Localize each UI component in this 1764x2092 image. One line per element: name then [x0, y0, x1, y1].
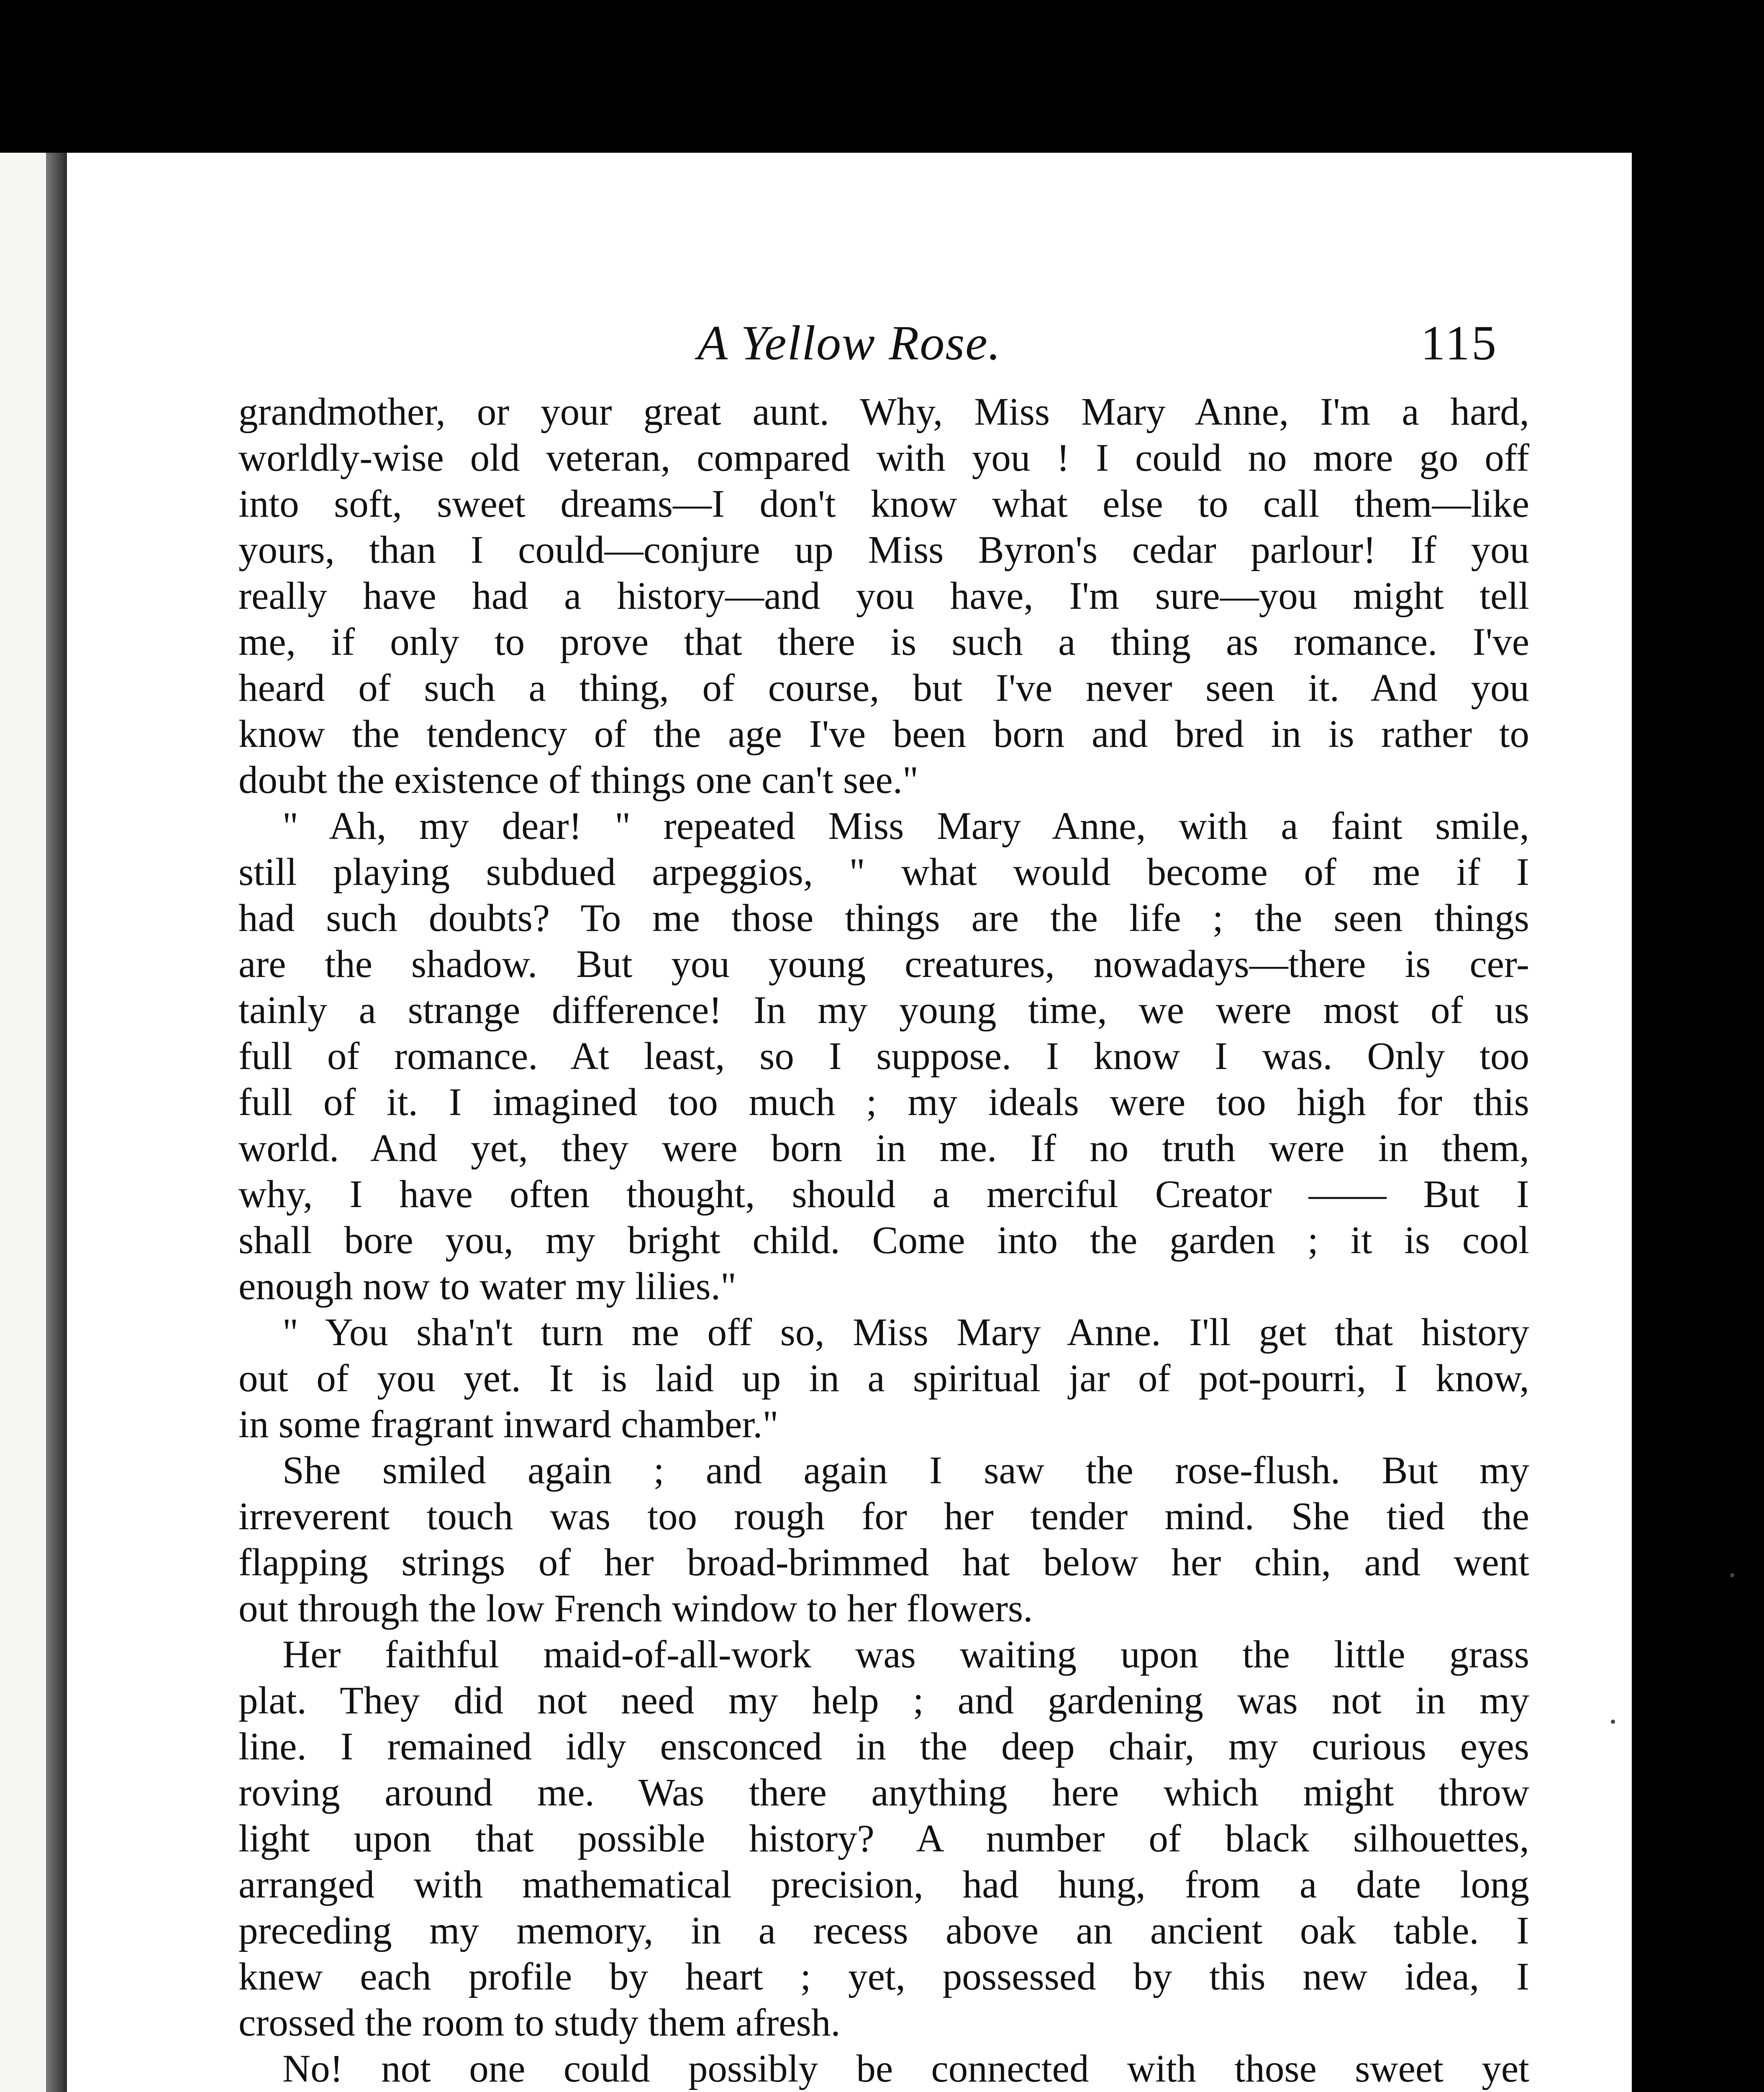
text-line: She smiled again ; and again I saw the rose-flush. But my [282, 1449, 1529, 1492]
text-line: shall bore you, my bright child. Come into the garden ; it is cool [238, 1219, 1529, 1262]
running-title: A Yellow Rose. [697, 315, 1002, 370]
text-line: yours, than I could—conjure up Miss Byron's cedar parlour! If you [238, 528, 1529, 572]
running-head [67, 310, 1632, 377]
text-line: are the shadow. But you young creatures, nowadays—there is cer- [238, 943, 1529, 986]
text-line: in some fragrant inward chamber." [238, 1403, 779, 1446]
text-line: " Ah, my dear! " repeated Miss Mary Anne, with a faint smile, [282, 805, 1529, 848]
text-line: enough now to water my lilies." [238, 1265, 736, 1308]
text-line: full of romance. At least, so I suppose. I know I was. Only too [238, 1035, 1529, 1078]
text-line: crossed the room to study them afresh. [238, 2001, 841, 2044]
text-line: doubt the existence of things one can't see." [238, 759, 918, 802]
text-line: why, I have often thought, should a merciful Creator —— But I [238, 1173, 1529, 1216]
text-line: " You sha'n't turn me off so, Miss Mary Anne. I'll get that history [282, 1311, 1529, 1354]
text-line: out of you yet. It is laid up in a spiritual jar of pot-pourri, I know, [238, 1357, 1529, 1400]
text-line: knew each profile by heart ; yet, possessed by this new idea, I [238, 1955, 1529, 1998]
text-line: Her faithful maid-of-all-work was waiting upon the little grass [282, 1633, 1529, 1676]
text-line: world. And yet, they were born in me. If no truth were in them, [238, 1127, 1529, 1170]
text-line: really have had a history—and you have, I'm sure—you might tell [238, 574, 1529, 618]
text-line: tainly a strange difference! In my young time, we were most of us [238, 989, 1529, 1032]
text-line: plat. They did not need my help ; and gardening was not in my [238, 1679, 1529, 1722]
text-line: heard of such a thing, of course, but I've never seen it. And you [238, 667, 1529, 710]
text-line: roving around me. Was there anything here which might throw [238, 1771, 1529, 1814]
text-line: still playing subdued arpeggios, " what would become of me if I [238, 851, 1529, 894]
text-line: light upon that possible history? A number of black silhouettes, [238, 1817, 1529, 1860]
text-line: full of it. I imagined too much ; my ideals were too high for this [238, 1081, 1529, 1124]
text-line: preceding my memory, in a recess above an ancient oak table. I [238, 1909, 1529, 1952]
text-line: worldly-wise old veteran, compared with you ! I could no more go off [238, 436, 1529, 479]
text-line: know the tendency of the age I've been born and bred in is rather to [238, 713, 1529, 756]
text-line: me, if only to prove that there is such a thing as romance. I've [238, 620, 1529, 664]
text-line: arranged with mathematical precision, had hung, from a date long [238, 1863, 1529, 1906]
page-number: 115 [1420, 315, 1498, 370]
body-text [238, 389, 1529, 2092]
text-line: had such doubts? To me those things are the life ; the seen things [238, 897, 1529, 940]
paper-speck [1611, 1720, 1615, 1724]
text-line: flapping strings of her broad-brimmed hat below her chin, and went [238, 1541, 1529, 1584]
text-line: into soft, sweet dreams—I don't know what else to call them—like [238, 482, 1529, 526]
book-page [67, 153, 1632, 2092]
text-line: out through the low French window to her flowers. [238, 1587, 1033, 1630]
text-line: line. I remained idly ensconced in the deep chair, my curious eyes [238, 1725, 1529, 1768]
text-line: grandmother, or your great aunt. Why, Miss Mary Anne, I'm a hard, [238, 390, 1529, 433]
previous-page-edge [0, 153, 46, 2092]
paper-speck [1730, 1573, 1734, 1577]
text-line: irreverent touch was too rough for her tender mind. She tied the [238, 1495, 1529, 1538]
text-line: No! not one could possibly be connected with those sweet yet [282, 2047, 1529, 2090]
